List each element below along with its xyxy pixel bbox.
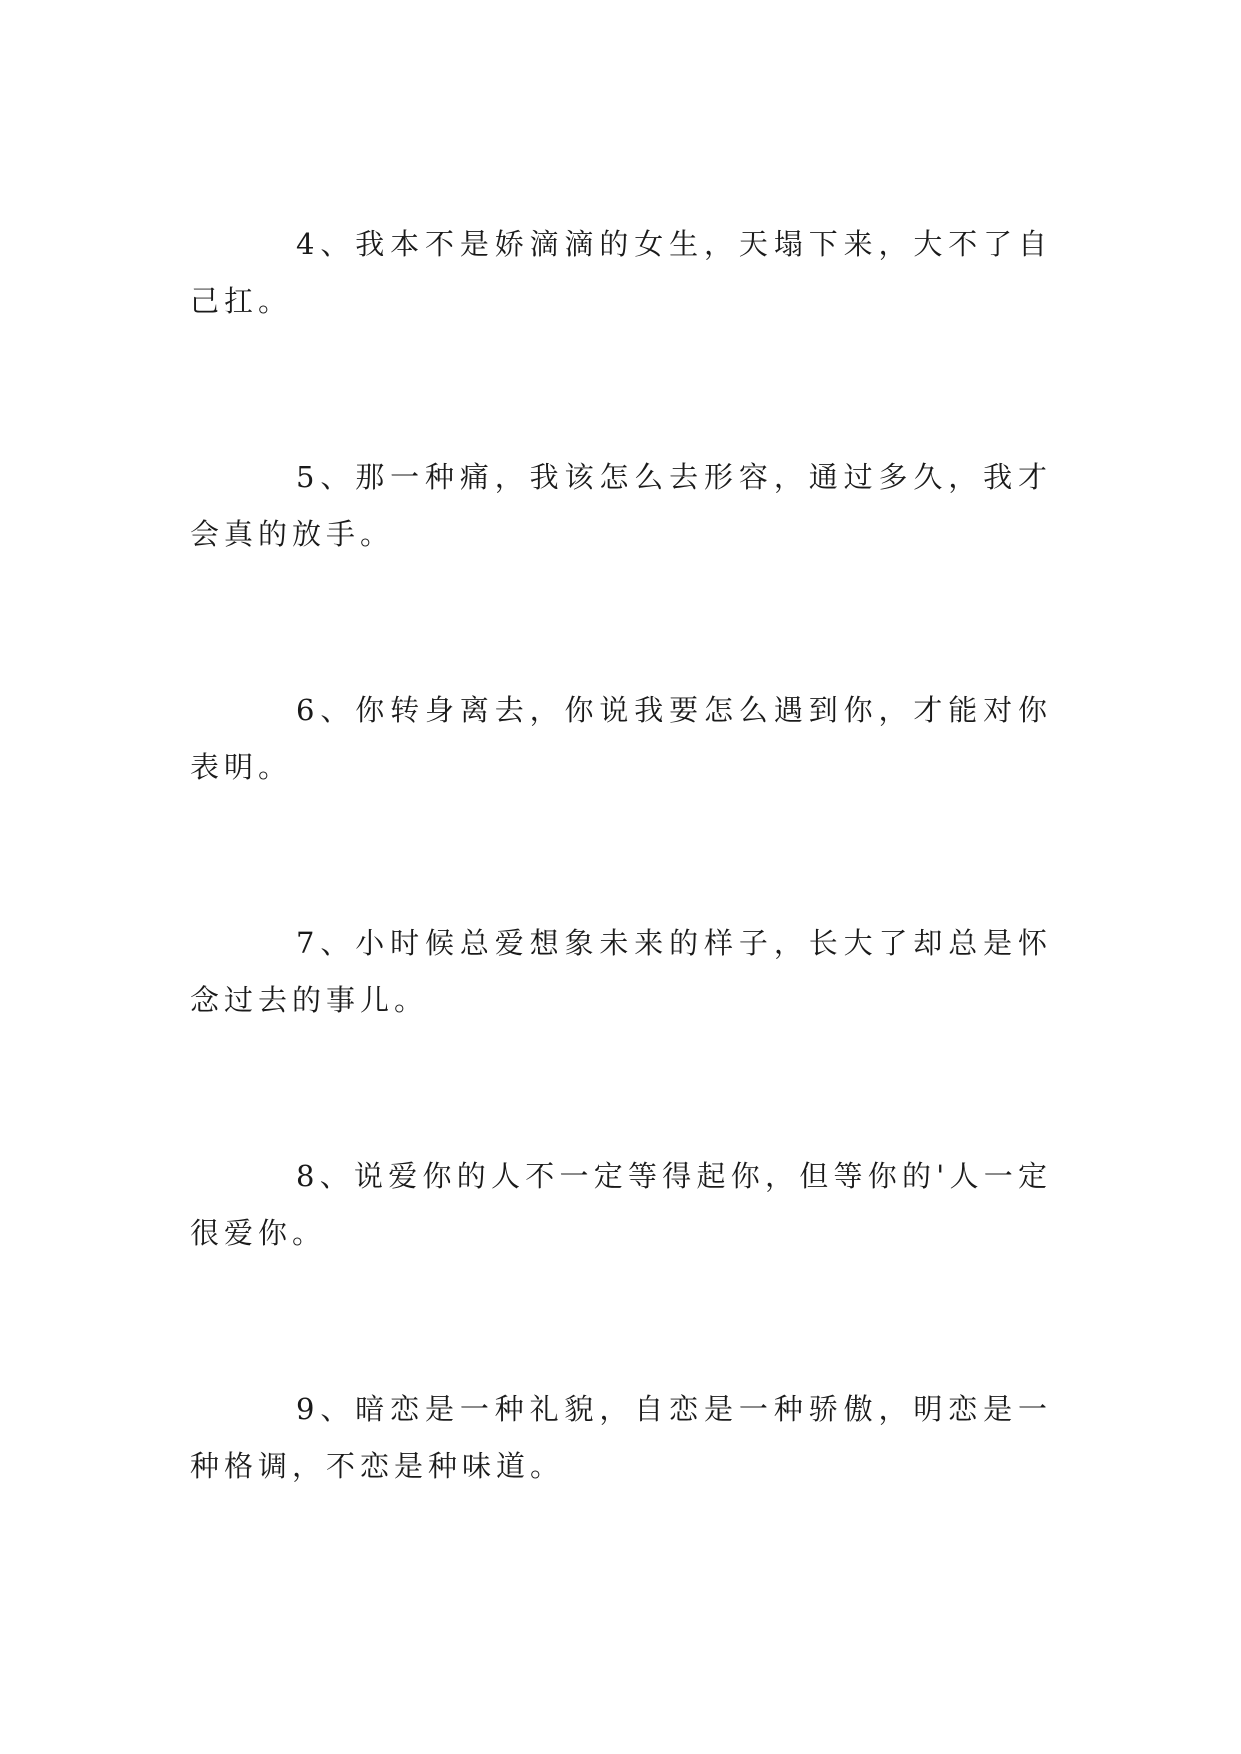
paragraph-8: 8、说爱你的人不一定等得起你，但等你的'人一定很爱你。 bbox=[190, 1159, 1052, 1250]
paragraph-4: 4、我本不是娇滴滴的女生，天塌下来，大不了自己扛。 bbox=[190, 227, 1052, 318]
paragraph-7: 7、小时候总爱想象未来的样子，长大了却总是怀念过去的事儿。 bbox=[190, 926, 1052, 1017]
paragraph-5: 5、那一种痛，我该怎么去形容，通过多久，我才会真的放手。 bbox=[190, 460, 1052, 551]
paragraph-6: 6、你转身离去，你说我要怎么遇到你，才能对你表明。 bbox=[190, 693, 1052, 784]
paragraph-9: 9、暗恋是一种礼貌，自恋是一种骄傲，明恋是一种格调，不恋是种味道。 bbox=[190, 1392, 1052, 1483]
